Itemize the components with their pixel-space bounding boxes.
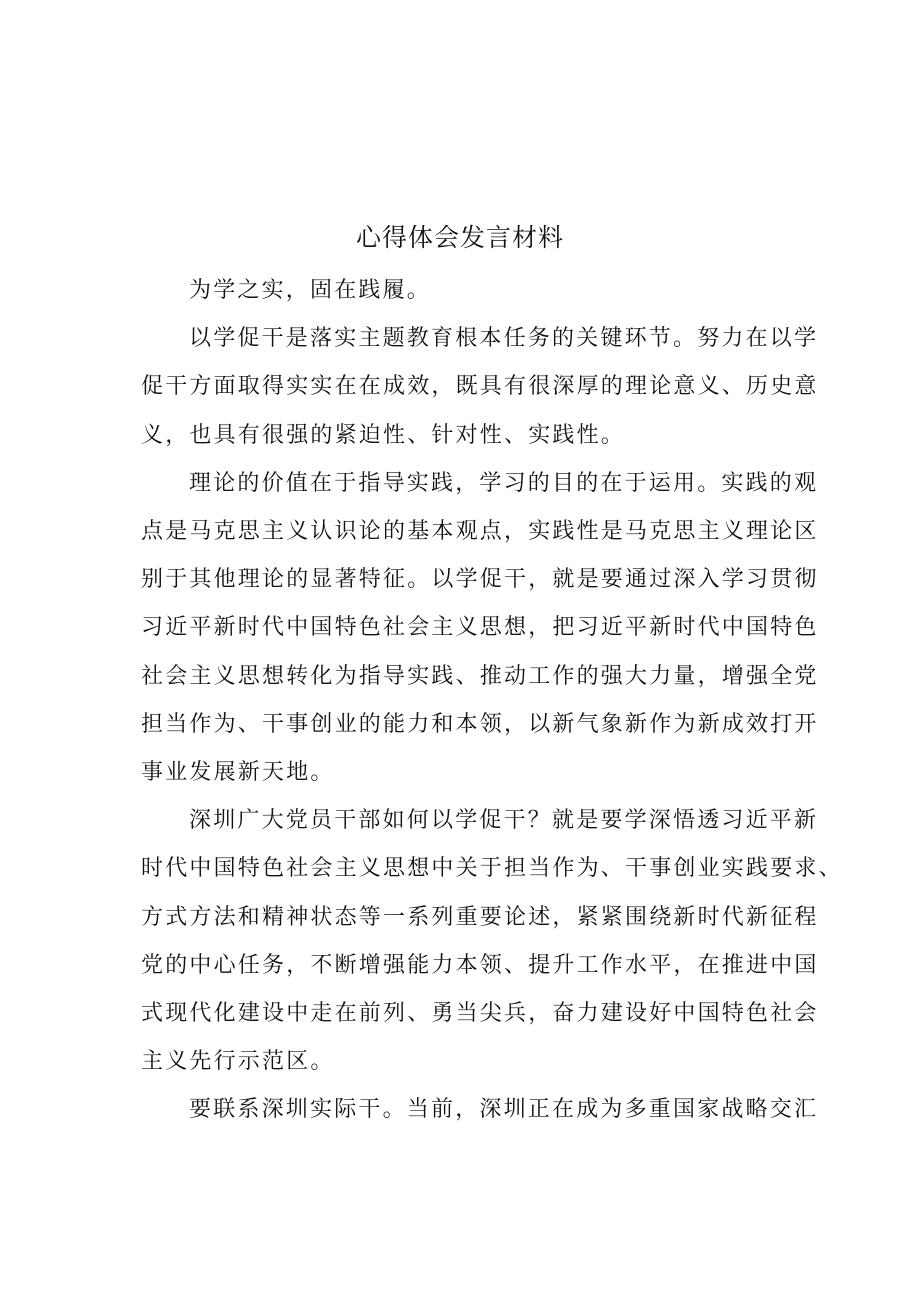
- paragraph-line: 习近平新时代中国特色社会主义思想，把习近平新时代中国特色: [141, 615, 819, 641]
- paragraph-5: [141, 1086, 819, 1134]
- paragraph-line: 事业发展新天地。: [141, 760, 335, 786]
- paragraph-3: [141, 460, 819, 797]
- paragraph-1: [141, 267, 813, 315]
- document-title: 心得体会发言材料: [355, 223, 564, 252]
- paragraph-2: [141, 315, 819, 460]
- paragraph-line: 要联系深圳实际干。当前，深圳正在成为多重国家战略交汇: [189, 1097, 819, 1123]
- document-body: [141, 267, 843, 1135]
- paragraph-line: 促干方面取得实实在在成效，既具有很深厚的理论意义、历史意: [141, 374, 819, 400]
- paragraph-line: 社会主义思想转化为指导实践、推动工作的强大力量，增强全党: [141, 663, 819, 689]
- paragraph-line: 点是马克思主义认识论的基本观点，实践性是马克思主义理论区: [141, 519, 819, 545]
- paragraph-line: 方式方法和精神状态等一系列重要论述，紧紧围绕新时代新征程: [141, 904, 819, 930]
- paragraph-line: 式现代化建设中走在前列、勇当尖兵，奋力建设好中国特色社会: [141, 1001, 819, 1027]
- paragraph-line: 义，也具有很强的紧迫性、针对性、实践性。: [141, 422, 626, 448]
- paragraph-line: 时代中国特色社会主义思想中关于担当作为、干事创业实践要求、: [141, 856, 843, 882]
- paragraph-line: 党的中心任务，不断增强能力本领、提升工作水平，在推进中国: [141, 952, 819, 978]
- paragraph-4: [141, 797, 843, 1086]
- paragraph-line: 以学促干是落实主题教育根本任务的关键环节。努力在以学: [189, 326, 819, 352]
- paragraph-line: 主义先行示范区。: [141, 1049, 335, 1075]
- paragraph-line: 别于其他理论的显著特征。以学促干，就是要通过深入学习贯彻: [141, 567, 819, 593]
- paragraph-line: 为学之实，固在践履。: [189, 278, 432, 303]
- paragraph-line: 理论的价值在于指导实践，学习的目的在于运用。实践的观: [189, 470, 819, 496]
- paragraph-line: 担当作为、干事创业的能力和本领，以新气象新作为新成效打开: [141, 711, 819, 737]
- paragraph-line: 深圳广大党员干部如何以学促干？就是要学深悟透习近平新: [189, 808, 819, 834]
